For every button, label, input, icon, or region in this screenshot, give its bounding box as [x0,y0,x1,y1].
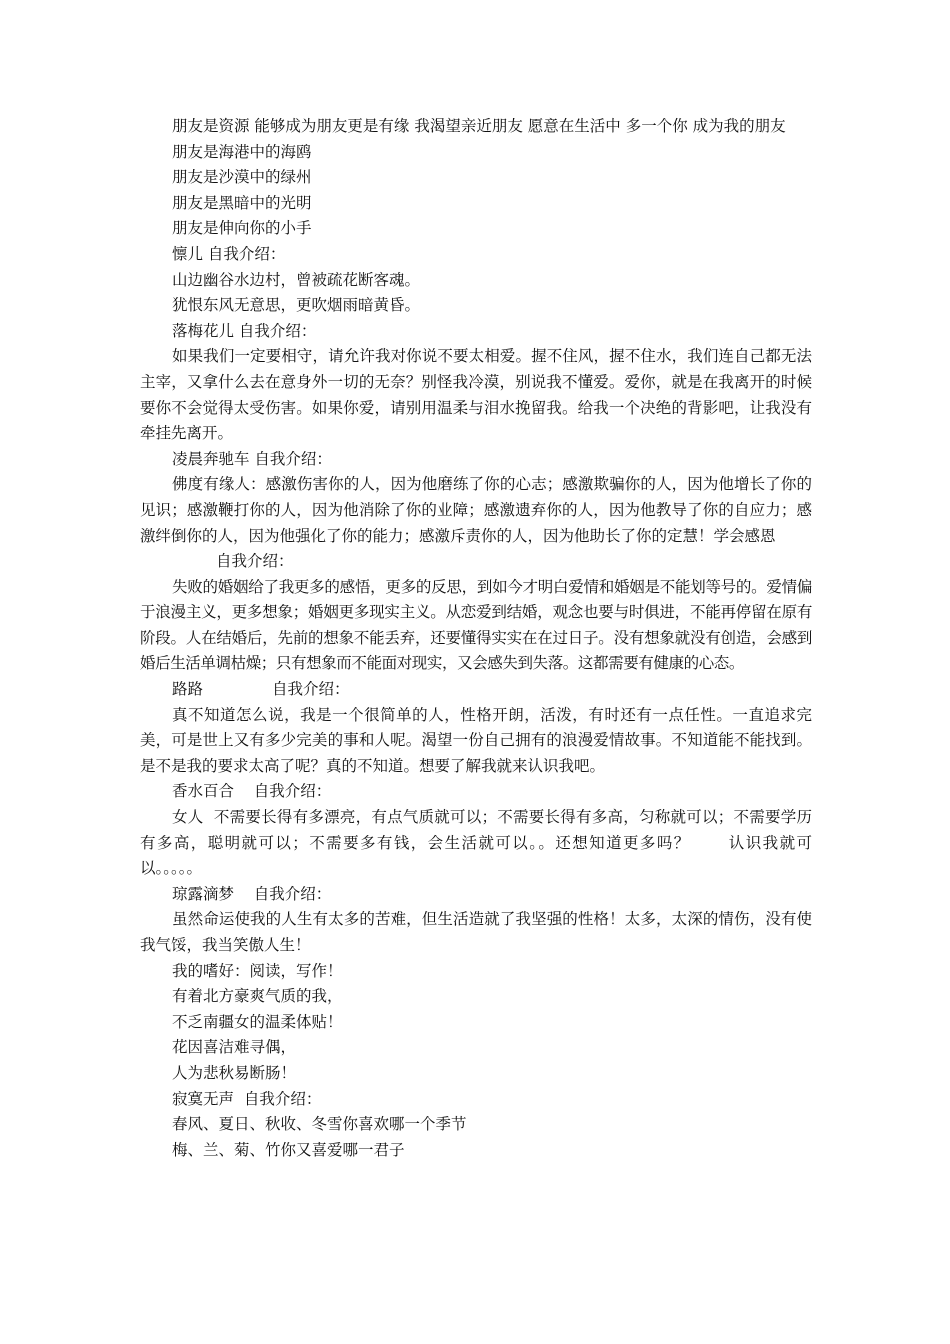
profile-text: 真不知道怎么说，我是一个很简单的人，性格开朗，活泼，有时还有一点任性。一直追求完美，可是世上又有多少完美的事和人呢。渴望一份自己拥有的浪漫爱情故事。不知道能不能找到。是不是我的要求太高了呢？真的不知道。想要了解我就来认识我吧。 [140,705,812,775]
profile-heading: 香水百合 自我介绍： [172,782,332,801]
poem-line: 朋友是伸向你的小手 [172,219,312,238]
poem-line: 犹恨东风无意思，更吹烟雨暗黄昏。 [172,296,421,315]
profile-heading: 懔儿 自我介绍： [172,244,286,263]
poem-line: 朋友是黑暗中的光明 [172,193,312,212]
profile-text-line: 人为悲秋易断肠！ [172,1063,297,1082]
profile-text-line: 花因喜洁难寻偶， [172,1038,297,1057]
profile-text-line: 我的嗜好：阅读，写作！ [172,961,343,980]
profile-text: 女人 不需要长得有多漂亮，有点气质就可以；不需要长得有多高，匀称就可以；不需要学历有多高，聪明就可以；不需要多有钱，会生活就可以。。还想知道更多吗？ 认识我就可以。。。。。 [140,808,812,878]
profile-text-line: 梅、兰、菊、竹你又喜爱哪一君子 [172,1140,405,1159]
profile-text: 佛度有缘人：感激伤害你的人，因为他磨练了你的心志；感激欺骗你的人，因为他增长了你的见识；感激鞭打你的人，因为他消除了你的业障；感激遗弃你的人，因为他教导了你的自应力；感激绊倒你的人，因为他强化了你的能力；感激斥责你的人，因为他助长了你的定慧！学会感恩 [140,475,812,545]
document-body [140,114,812,1163]
profile-heading: 琼露滴梦 自我介绍： [172,884,332,903]
poem-line: 山边幽谷水边村，曾被疏花断客魂。 [172,270,421,289]
profile-text-line: 春风、夏日、秋收、冬雪你喜欢哪一个季节 [172,1115,467,1134]
profile-text: 虽然命运使我的人生有太多的苦难，但生活造就了我坚强的性格！太多，太深的情伤，没有使我气馁，我当笑傲人生！ [140,910,812,954]
poem-line: 朋友是海港中的海鸥 [172,142,312,161]
profile-text: 失败的婚姻给了我更多的感悟，更多的反思，到如今才明白爱情和婚姻是不能划等号的。爱情偏于浪漫主义，更多想象；婚姻更多现实主义。从恋爱到结婚，观念也要与时俱进，不能再停留在原有阶段。人在结婚后，先前的想象不能丢弃，还要懂得实实在在过日子。没有想象就没有创造，会感到婚后生活单调枯燥；只有想象而不能面对现实，又会感失到失落。这都需要有健康的心态。 [140,577,812,673]
profile-heading: 凌晨奔驰车 自我介绍： [172,449,332,468]
profile-heading: 寂寞无声 自我介绍： [172,1089,322,1108]
profile-text-line: 不乏南疆女的温柔体贴！ [172,1012,343,1031]
paragraph-friendship-intro: 朋友是资源 能够成为朋友更是有缘 我渴望亲近朋友 愿意在生活中 多一个你 成为我的朋友 [172,117,786,135]
poem-line: 朋友是沙漠中的绿州 [172,168,312,187]
profile-heading: 自我介绍： [216,552,294,571]
profile-text: 如果我们一定要相守，请允许我对你说不要太相爱。握不住风，握不住水，我们连自己都无法主宰，又拿什么去在意身外一切的无奈？别怪我冷漠，别说我不懂爱。爱你，就是在我离开的时候要你不会觉得太受伤害。如果你爱，请别用温柔与泪水挽留我。给我一个决绝的背影吧，让我没有牵挂先离开。 [140,347,812,443]
profile-text-line: 有着北方豪爽气质的我， [172,987,343,1006]
profile-heading: 路路 自我介绍： [172,680,350,699]
profile-heading: 落梅花儿 自我介绍： [172,321,317,340]
